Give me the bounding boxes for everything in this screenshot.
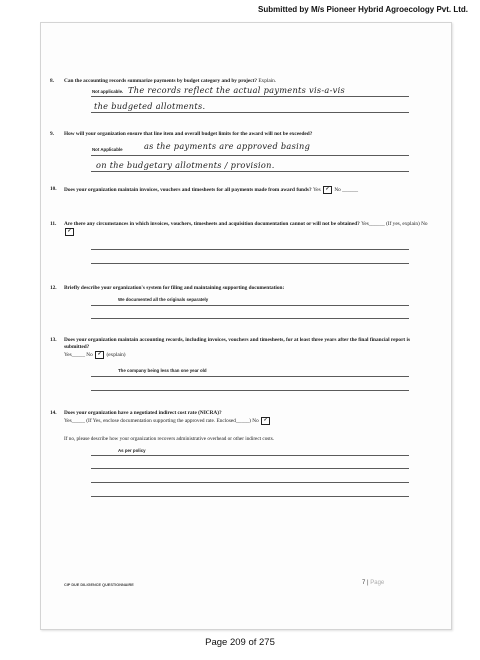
q8-handwritten-line-1: The records reflect the actual payments vis-a-vis xyxy=(128,85,346,95)
question-text: Does your organization maintain invoices, vouchers and timesheets for all payments made from award funds? xyxy=(64,187,312,194)
question-text: Are there any circumstances in which invoices, vouchers, timesheets and acquisition documentation cannot or will not be obtained? xyxy=(64,221,360,227)
question-number: 14. xyxy=(50,410,57,416)
footer-page-number: 7 xyxy=(362,580,366,586)
question-number: 9. xyxy=(50,131,54,137)
footer-page-label xyxy=(362,580,384,586)
question-13: 13. Does your organization maintain accounting records, including invoices, vouchers and timesheets, for at least three years after the final financial report is submitted? Yes_____ No ✓ (explain) xyxy=(50,337,411,359)
question-12 xyxy=(50,285,430,292)
answer-line xyxy=(91,155,409,156)
yes-label: Yes xyxy=(64,418,72,425)
answer-line xyxy=(91,263,409,264)
answer-line xyxy=(91,455,409,456)
footer-document-title: CIP DUE DILIGENCE QUESTIONNAIRE xyxy=(64,583,134,587)
no-label: No xyxy=(86,352,93,359)
footer-separator: | xyxy=(365,580,371,586)
question-number: 12. xyxy=(50,285,57,291)
answer-line xyxy=(91,96,409,97)
question-hint: Explain. xyxy=(258,78,277,84)
submitted-by-stamp: Submitted by M/s Pioneer Hybrid Agroecology Pvt. Ltd. xyxy=(258,5,468,14)
question-hint: (explain) xyxy=(106,352,126,359)
answer-line xyxy=(91,468,409,469)
question-number: 13. xyxy=(50,337,57,343)
no-checkbox[interactable]: ✓ xyxy=(65,228,74,236)
question-text: Can the accounting records summarize payments by budget category and by project? xyxy=(64,78,257,84)
q12-typed-answer: We documented all the originals separately xyxy=(118,297,209,302)
question-number: 11. xyxy=(50,221,57,227)
no-label: ) No xyxy=(249,418,259,425)
yes-label: Yes xyxy=(361,221,369,227)
q9-handwritten-line-2: on the budgetary allotments / provision. xyxy=(96,160,275,170)
question-10: 10. Does your organization maintain invoices, vouchers and timesheets for all payments made from award funds? Yes ✓ No ______ xyxy=(50,186,359,194)
q14-typed-answer: As per policy xyxy=(118,448,146,453)
question-number: 10. xyxy=(50,186,57,192)
no-label: No xyxy=(334,187,341,194)
q9-typed-answer: Not Applicable xyxy=(92,147,123,152)
answer-line xyxy=(91,318,409,319)
question-number: 8. xyxy=(50,78,54,84)
question-text: How will your organization ensure that line item and overall budget limits for the award will not be exceeded? xyxy=(64,131,313,137)
yes-hint: (If yes, explain) xyxy=(386,221,420,227)
yes-label: Yes xyxy=(312,187,321,194)
question-9 xyxy=(50,131,430,138)
questionnaire-page xyxy=(40,22,452,630)
question-14: 14. Does your organization have a negotiated indirect cost rate (NICRA)? Yes_____ (If Yes, enclose documentation supporting the approved rate. Enclosed_____) No ✓ xyxy=(50,410,430,425)
answer-line xyxy=(91,482,409,483)
question-8 xyxy=(50,78,430,85)
page-counter: Page 209 of 275 xyxy=(205,637,275,648)
no-checkbox[interactable]: ✓ xyxy=(261,417,270,425)
no-label: No xyxy=(421,221,428,227)
question-text: Does your organization maintain accounting records, including invoices, vouchers and timesheets, for at least three years after the final financial report is submitted? xyxy=(64,337,411,350)
answer-line xyxy=(91,249,409,250)
question-text: Briefly describe your organization's system for filing and maintaining supporting documentation: xyxy=(64,285,285,291)
answer-line xyxy=(91,171,409,172)
answer-line xyxy=(91,496,409,497)
yes-label: Yes xyxy=(64,352,72,359)
answer-line xyxy=(91,112,409,113)
footer-page-word: Page xyxy=(370,580,385,586)
q14-followup-text: If no, please describe how your organization recovers administrative overhead or other indirect costs. xyxy=(64,436,275,442)
answer-line xyxy=(91,305,409,306)
yes-checkbox[interactable]: ✓ xyxy=(323,186,332,194)
question-11: 11. Are there any circumstances in which invoices, vouchers, timesheets and acquisition documentation cannot or will not be obtained? Yes______ (If yes, explain) No ✓ xyxy=(50,221,428,234)
q8-handwritten-line-2: the budgeted allotments. xyxy=(94,101,206,111)
q13-typed-answer: The company being less than one year old xyxy=(118,368,207,373)
question-text: Does your organization have a negotiated indirect cost rate (NICRA)? xyxy=(64,410,222,416)
no-checkbox[interactable]: ✓ xyxy=(95,351,104,359)
answer-line xyxy=(91,390,409,391)
answer-line xyxy=(91,376,409,377)
q8-typed-answer: Not applicable. xyxy=(92,89,124,94)
yes-hint: (If Yes, enclose documentation supporting the approved rate. Enclosed xyxy=(86,418,236,425)
q9-handwritten-line-1: as the payments are approved basing xyxy=(144,141,311,151)
